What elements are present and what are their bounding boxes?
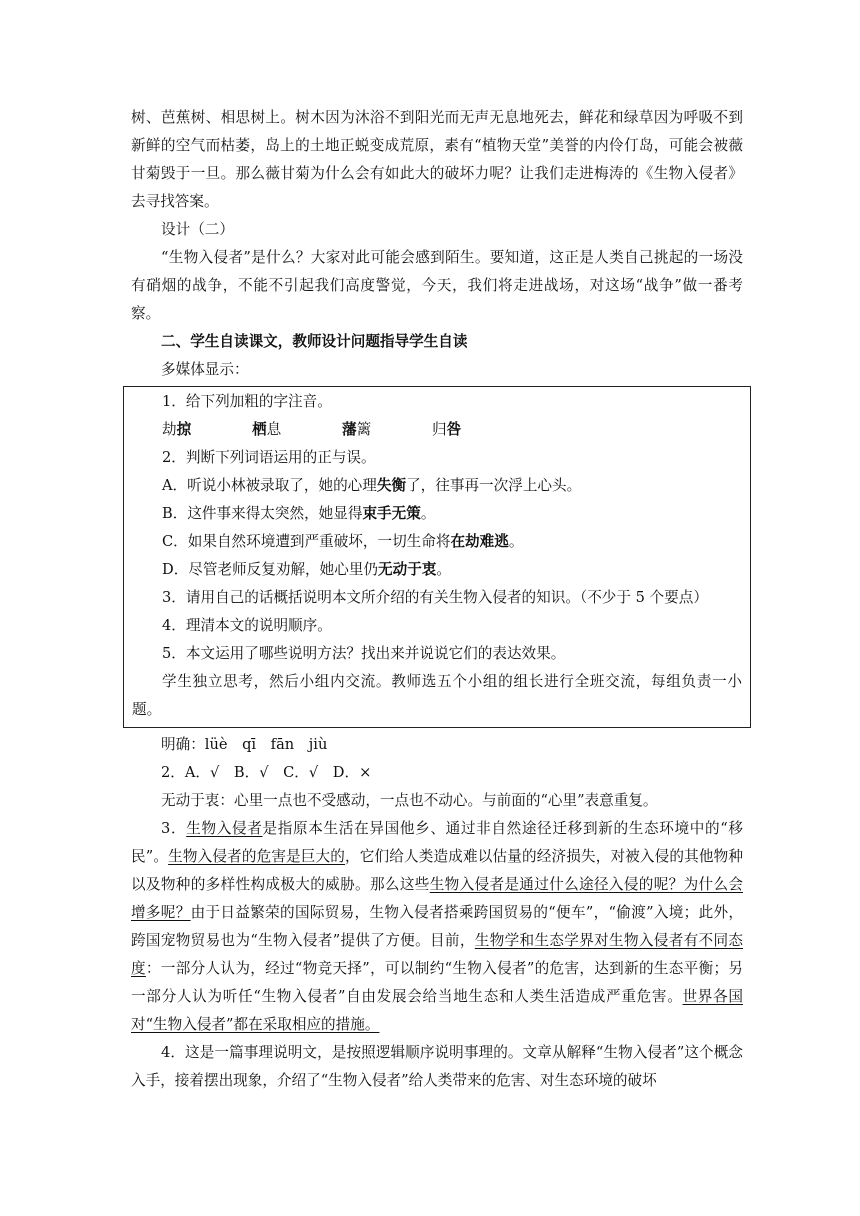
char-item: 藩篱 xyxy=(342,421,372,438)
answer-judge: 2．A．√ B．√ C．√ D．× xyxy=(161,764,372,781)
multimedia-label: 多媒体显示： xyxy=(161,361,249,378)
answer-pinyin: 明确：lüè qī fān jiù xyxy=(161,736,328,753)
answer-3: 3．生物入侵者是指原本生活在异国他乡、通过非自然途径迁移到新的生态环境中的“移民”。生物入侵者的危害是巨大的，它们给人类造成难以估量的经济损失，对被入侵的其他物种以及物种的多样性构成极大的威胁。那么这些生物入侵者是通过什么途径入侵的呢？为什么会增多呢？由于日益繁荣的国际贸易，生物入侵者搭乘跨国贸易的“便车”，“偷渡”入境；此外，跨国宠物贸易也为“生物入侵者”提供了方便。目前，生物学和生态学界对生物入侵者有不同态度：一部分人认为，经过“物竞天择”，可以制约“生物入侵者”的危害，达到新的生态平衡；另一部分人认为听任“生物入侵者”自由发展会给当地生态和人类生活造成严重危害。世界各国对“生物入侵者”都在采取相应的措施。 xyxy=(131,820,743,1033)
exercise-q3: 3．请用自己的话概括说明本文所介绍的有关生物入侵者的知识。（不少于 5 个要点） xyxy=(162,589,708,606)
design2-title: 设计（二） xyxy=(161,221,234,238)
intro-paragraph: 树、芭蕉树、相思树上。树木因为沐浴不到阳光而无声无息地死去，鲜花和绿草因为呼吸不到新鲜的空气而枯萎，岛上的土地正蜕变成荒原，素有“植物天堂”美誉的内伶仃岛，可能会被薇甘菊毁于一旦。那么薇甘菊为什么会有如此大的破坏力呢？让我们走进梅涛的《生物入侵者》去寻找答案。 xyxy=(131,109,743,210)
exercise-q4: 4．理清本文的说明顺序。 xyxy=(162,617,332,634)
pinyin-chars-row xyxy=(132,416,742,444)
answer-4: 4．这是一篇事理说明文，是按照逻辑顺序说明事理的。文章从解释“生物入侵者”这个概念入手，接着摆出现象，介绍了“生物入侵者”给人类带来的危害、对生态环境的破坏 xyxy=(131,1044,743,1089)
answer-explain: 无动于衷：心里一点也不受感动，一点也不动心。与前面的“心里”表意重复。 xyxy=(161,792,658,809)
exercise-q5: 5．本文运用了哪些说明方法？找出来并说说它们的表达效果。 xyxy=(162,645,566,662)
exercise-closing: 学生独立思考，然后小组内交流。教师选五个小组的组长进行全班交流，每组负责一小题。 xyxy=(132,673,742,718)
char-item: 栖息 xyxy=(252,421,282,438)
option-b: B．这件事来得太突然，她显得束手无策。 xyxy=(162,505,436,522)
option-c: C．如果自然环境遭到严重破坏，一切生命将在劫难逃。 xyxy=(162,533,524,550)
char-item: 劫掠 xyxy=(162,421,192,438)
option-d: D．尽管老师反复劝解，她心里仍无动于衷。 xyxy=(162,561,452,578)
section2-heading: 二、学生自读课文，教师设计问题指导学生自读 xyxy=(161,333,468,350)
document-body xyxy=(131,104,743,1095)
design2-paragraph: “生物入侵者”是什么？大家对此可能会感到陌生。要知道，这正是人类自己挑起的一场没有硝烟的战争，不能不引起我们高度警觉，今天，我们将走进战场，对这场“战争”做一番考察。 xyxy=(131,249,743,322)
exercise-box xyxy=(123,386,751,728)
option-a: A．听说小林被录取了，她的心理失衡了，往事再一次浮上心头。 xyxy=(162,477,582,494)
exercise-q2: 2．判断下列词语运用的正与误。 xyxy=(162,449,376,466)
exercise-q1: 1．给下列加粗的字注音。 xyxy=(162,393,332,410)
char-item: 归咎 xyxy=(432,421,462,438)
